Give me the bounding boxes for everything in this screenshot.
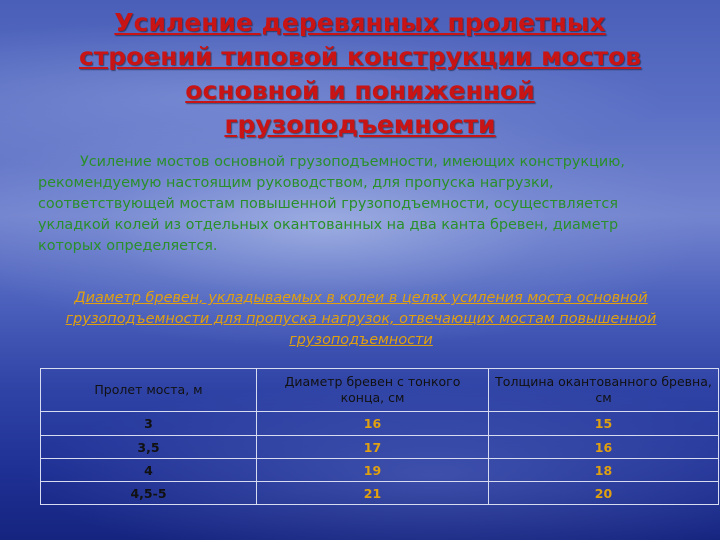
cell-diameter: 17 [257, 436, 489, 459]
cell-thickness: 18 [489, 459, 719, 482]
header-span: Пролет моста, м [41, 369, 257, 412]
cell-thickness: 16 [489, 436, 719, 459]
slide-title [40, 6, 680, 142]
cell-diameter: 16 [257, 412, 489, 436]
title-line: грузоподъемности [224, 110, 496, 139]
table-row [41, 436, 719, 459]
table-row [41, 412, 719, 436]
cell-thickness: 20 [489, 482, 719, 505]
table-row [41, 459, 719, 482]
header-log-diameter: Диаметр бревен с тонкого конца, см [257, 369, 489, 412]
cell-span: 4,5-5 [41, 482, 257, 505]
cell-thickness: 15 [489, 412, 719, 436]
intro-paragraph: Усиление мостов основной грузоподъемности, имеющих конструкцию, рекомендуемую настоящим руководством, для пропуска нагрузки, соответствующей мостам повышенной грузоподъемности, осуществляется укладкой колей из отдельных окантованных на два канта бревен, диаметр которых определяется. [38, 154, 625, 254]
cell-diameter: 21 [257, 482, 489, 505]
cell-diameter: 19 [257, 459, 489, 482]
table-row [41, 482, 719, 505]
cell-span: 3 [41, 412, 257, 436]
title-line: строений типовой конструкции мостов [78, 42, 642, 71]
log-diameter-table [40, 368, 719, 505]
cell-span: 3,5 [41, 436, 257, 459]
title-line: Усиление деревянных пролетных [114, 8, 606, 37]
cell-span: 4 [41, 459, 257, 482]
title-line: основной и пониженной [185, 76, 535, 105]
table-header-row [41, 369, 719, 412]
header-hewn-thickness: Толщина окантованного бревна, см [489, 369, 719, 412]
table-caption: Диаметр бревен, укладываемых в колеи в целях усиления моста основной грузоподъемности для пропуска нагрузок, отвечающих мостам повышенной грузоподъемности [65, 290, 657, 348]
